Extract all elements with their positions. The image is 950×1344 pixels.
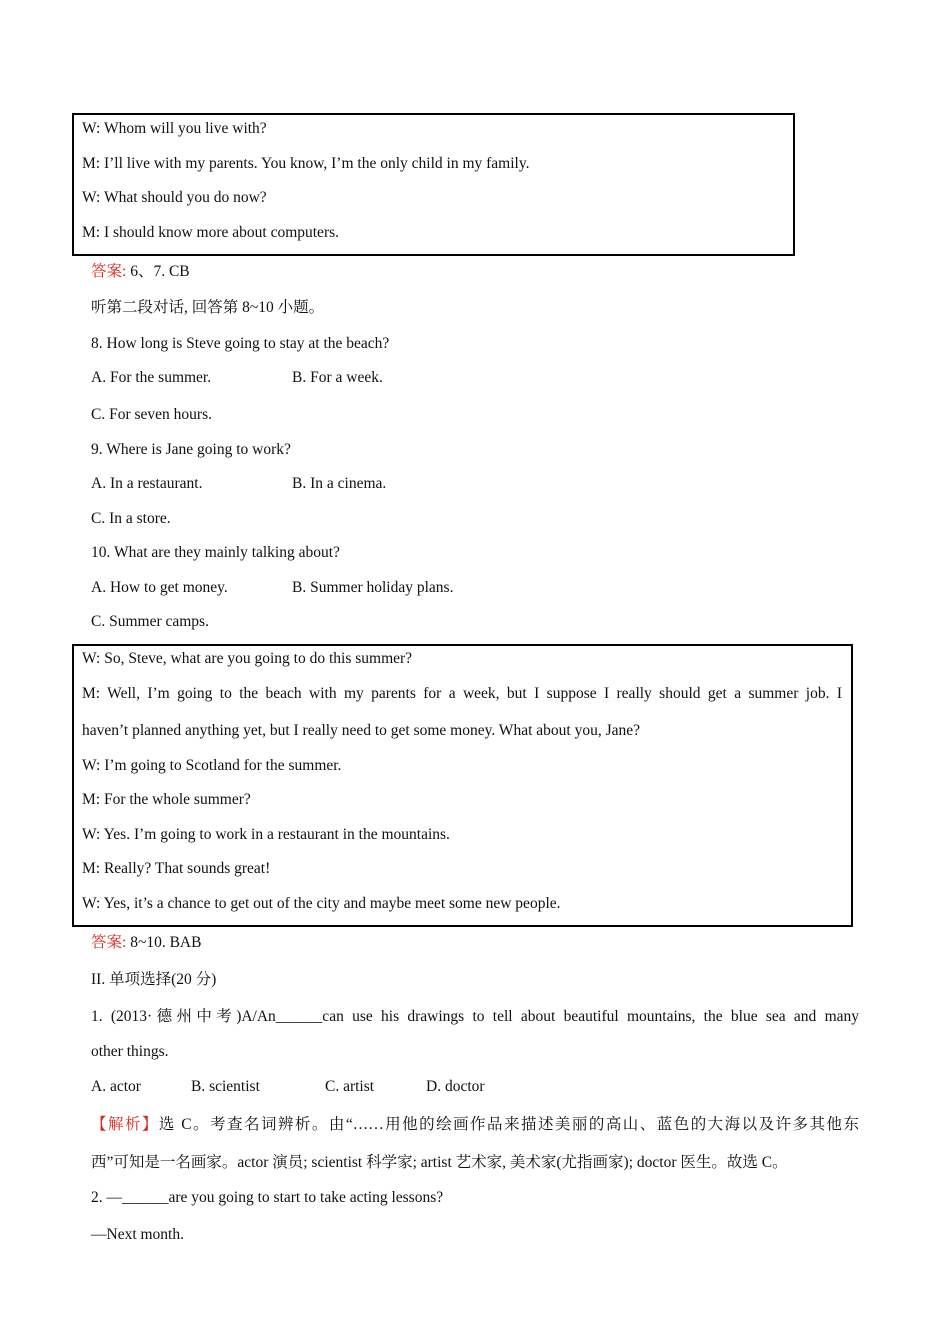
analysis-text: 选 C。考查名词辨析。由“……用他的绘画作品来描述美丽的高山、蓝色的大海以及许多其他东: [158, 1116, 859, 1133]
question-stem-continued: other things.: [91, 1043, 169, 1060]
section-intro: 听第二段对话, 回答第 8~10 小题。: [91, 299, 325, 316]
dialogue-line: haven’t planned anything yet, but I really need to get some money. What about you, Jane?: [82, 722, 640, 739]
reply-line: —Next month.: [91, 1226, 184, 1243]
question-stem: 9. Where is Jane going to work?: [91, 441, 291, 458]
option-a: A. For the summer.: [91, 369, 212, 386]
dialogue-line: M: For the whole summer?: [82, 791, 251, 808]
question-stem: 10. What are they mainly talking about?: [91, 544, 340, 561]
option-c: C. artist: [325, 1078, 375, 1095]
option-d: D. doctor: [426, 1078, 485, 1095]
dialogue-line: W: Whom will you live with?: [82, 120, 267, 137]
dialogue-line: M: Well, I’m going to the beach with my parents for a week, but I suppose I really should get a summer job. I: [82, 685, 842, 702]
option-a: A. actor: [91, 1078, 141, 1095]
analysis-label: 【解析】: [91, 1116, 159, 1133]
question-stem: 2. —______are you going to start to take acting lessons?: [91, 1189, 444, 1206]
option-c: C. For seven hours.: [91, 406, 212, 423]
option-b: B. In a cinema.: [292, 475, 387, 492]
option-a: A. How to get money.: [91, 579, 228, 596]
option-a: A. In a restaurant.: [91, 475, 203, 492]
dialogue-line: W: Yes. I’m going to work in a restaurant in the mountains.: [82, 826, 450, 843]
dialogue-line: W: What should you do now?: [82, 189, 267, 206]
question-stem: 8. How long is Steve going to stay at the beach?: [91, 335, 390, 352]
answer-line: [91, 262, 190, 282]
dialogue-line: M: I’ll live with my parents. You know, I’m the only child in my family.: [82, 155, 530, 172]
option-b: B. Summer holiday plans.: [292, 579, 454, 596]
answer-line: [91, 933, 201, 953]
option-b: B. scientist: [191, 1078, 260, 1095]
answer-label: 答案:: [91, 934, 127, 951]
analysis-line: [91, 1115, 859, 1135]
section-heading: II. 单项选择(20 分): [91, 971, 217, 988]
dialogue-line: M: I should know more about computers.: [82, 224, 340, 241]
dialogue-line: W: I’m going to Scotland for the summer.: [82, 757, 342, 774]
dialogue-line: W: Yes, it’s a chance to get out of the city and maybe meet some new people.: [82, 895, 561, 912]
option-b: B. For a week.: [292, 369, 383, 386]
question-stem: 1. (2013·德州中考)A/An______can use his drawings to tell about beautiful mountains, the blue sea and many: [91, 1008, 859, 1025]
analysis-line-continued: 西”可知是一名画家。actor 演员; scientist 科学家; artist 艺术家, 美术家(尤指画家); doctor 医生。故选 C。: [91, 1154, 788, 1171]
answer-text: 6、7. CB: [126, 263, 190, 280]
option-c: C. In a store.: [91, 510, 171, 527]
answer-label: 答案:: [91, 263, 127, 280]
option-c: C. Summer camps.: [91, 613, 209, 630]
dialogue-line: M: Really? That sounds great!: [82, 860, 271, 877]
answer-text: 8~10. BAB: [126, 934, 202, 951]
dialogue-line: W: So, Steve, what are you going to do this summer?: [82, 650, 413, 667]
